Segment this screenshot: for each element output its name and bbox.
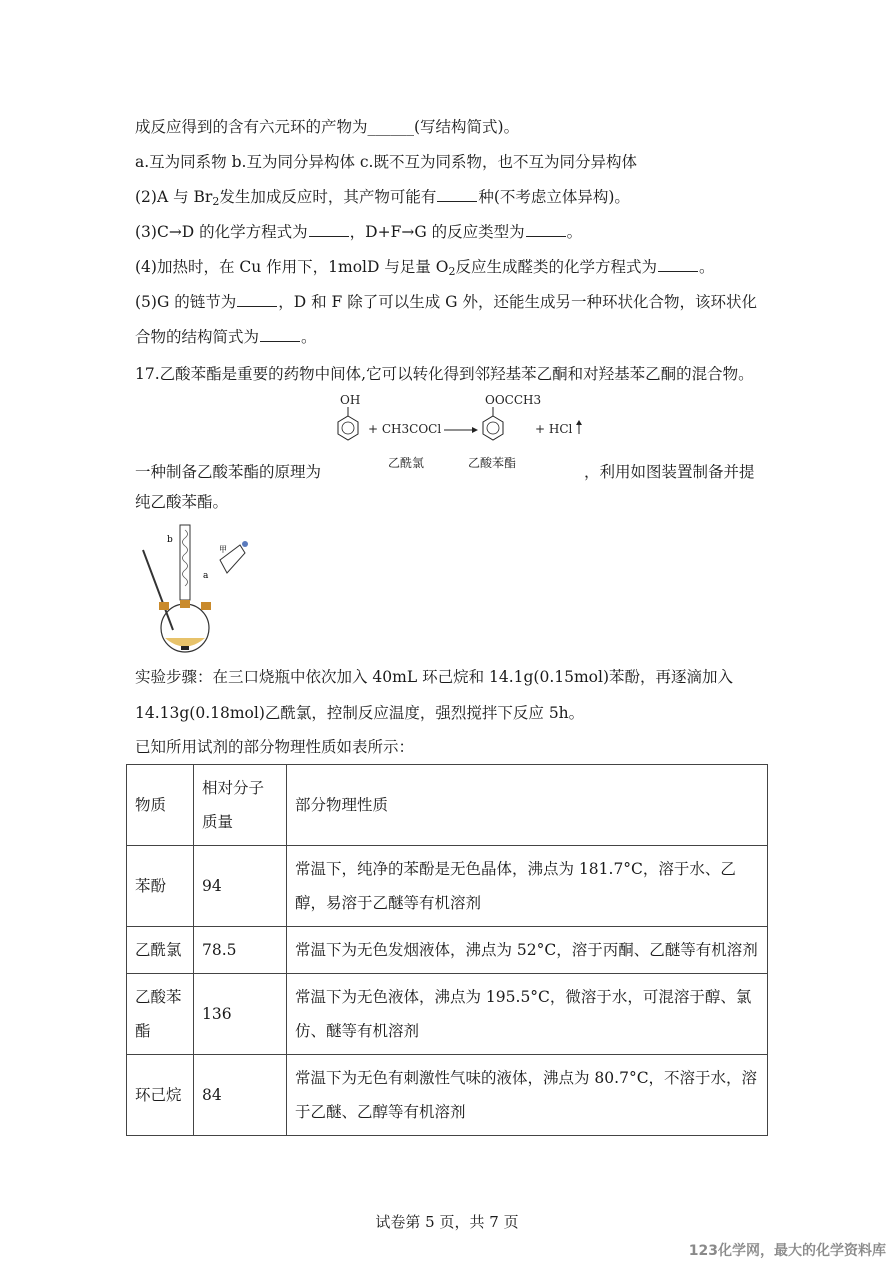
properties-table — [126, 764, 768, 1136]
header-cell: 相对分子质量 — [194, 765, 287, 846]
text-segment: 。 — [301, 328, 317, 346]
phenol-structure — [338, 393, 360, 440]
arrow-head — [472, 427, 478, 433]
table-cell: 常温下，纯净的苯酚是无色晶体，沸点为 181.7°C，溶于水、乙醇，易溶于乙醚等有机溶剂 — [287, 846, 768, 927]
thermometer — [143, 550, 173, 630]
table-row — [127, 846, 768, 927]
table-cell: 环己烷 — [127, 1055, 194, 1136]
table-header-row — [127, 765, 768, 846]
reaction-scheme — [330, 392, 590, 472]
header-cell: 部分物理性质 — [287, 765, 768, 846]
answer-blank — [260, 327, 300, 342]
principle-line: 一种制备乙酸苯酯的原理为 — [135, 463, 322, 481]
gas-arrow-head — [576, 420, 582, 425]
text-segment: (4)加热时，在 Cu 作用下，1molD 与足量 O — [135, 258, 449, 276]
question-17-line: 17.乙酸苯酯是重要的药物中间体,它可以转化得到邻羟基苯乙酮和对羟基苯乙酮的混合物。 — [135, 365, 754, 383]
table-cell: 84 — [194, 1055, 287, 1136]
phenyl-acetate-structure — [483, 393, 541, 440]
table-cell: 乙酰氯 — [127, 927, 194, 974]
table-cell: 苯酚 — [127, 846, 194, 927]
table-intro-line: 已知所用试剂的部分物理性质如表所示： — [135, 738, 415, 756]
text-segment: 发生加成反应时，其产物可能有 — [219, 188, 437, 206]
answer-blank — [237, 292, 277, 307]
oh-label: OH — [340, 393, 361, 407]
principle-line-end: ，利用如图装置制备并提 — [584, 463, 755, 481]
byproduct-label: + HCl — [535, 422, 573, 436]
label-b: b — [167, 535, 173, 545]
table-cell: 乙酸苯酯 — [127, 974, 194, 1055]
text-segment: ，D+F→G 的反应类型为 — [349, 223, 525, 241]
table-row — [127, 974, 768, 1055]
table-row — [127, 927, 768, 974]
table-cell: 94 — [194, 846, 287, 927]
answer-blank — [526, 222, 566, 237]
product-name: 乙酸苯酯 — [468, 456, 517, 470]
reagent-name: 乙酰氯 — [388, 456, 425, 470]
subscript: 2 — [448, 265, 456, 278]
text-segment: (5)G 的链节为 — [135, 293, 237, 311]
answer-blank — [309, 222, 349, 237]
label-jia: 甲 — [219, 545, 227, 554]
question-3-line — [135, 222, 582, 242]
text-segment: 反应生成醛类的化学方程式为 — [455, 258, 658, 276]
funnel-stopper — [242, 541, 248, 547]
label-a: a — [203, 571, 209, 581]
text-segment: (2)A 与 Br — [135, 188, 213, 206]
text-segment: 。 — [566, 223, 583, 241]
text-segment: 合物的结构简式为 — [135, 328, 260, 346]
principle-cont-line: 纯乙酸苯酯。 — [135, 493, 229, 511]
table-row — [127, 1055, 768, 1136]
question-4-line — [135, 257, 715, 282]
product-group-label: OOCCH3 — [485, 393, 542, 407]
text-segment: ，D 和 F 除了可以生成 G 外，还能生成另一种环状化合物，该环状化 — [278, 293, 757, 311]
question-text-line: 成反应得到的含有六元环的产物为______(写结构简式)。 — [135, 118, 520, 136]
subscript: 2 — [212, 195, 220, 208]
answer-blank — [658, 257, 698, 272]
table-cell: 常温下为无色发烟液体，沸点为 52°C，溶于丙酮、乙醚等有机溶剂 — [287, 927, 768, 974]
header-cell: 物质 — [127, 765, 194, 846]
table-cell: 常温下为无色液体，沸点为 195.5°C，微溶于水，可混溶于醇、氯仿、醚等有机溶剂 — [287, 974, 768, 1055]
question-5-cont-line — [135, 327, 317, 347]
question-5-line — [135, 292, 757, 312]
page-footer: 试卷第 5 页，共 7 页 — [375, 1213, 519, 1231]
text-segment: 。 — [699, 258, 715, 276]
stir-bar — [181, 646, 189, 650]
watermark: 123化学网，最大的化学资料库 — [688, 1243, 886, 1259]
table-cell: 136 — [194, 974, 287, 1055]
answer-blank — [437, 187, 477, 202]
question-2-line — [135, 187, 630, 212]
reagent-label: + CH3COCl — [368, 422, 442, 436]
table-cell: 常温下为无色有刺激性气味的液体，沸点为 80.7°C，不溶于水，溶于乙醚、乙醇等有机溶剂 — [287, 1055, 768, 1136]
procedure-cont-line: 14.13g(0.18mol)乙酰氯，控制反应温度，强烈搅拌下反应 5h。 — [135, 704, 585, 722]
question-options-line: a.互为同系物 b.互为同分异构体 c.既不互为同系物，也不互为同分异构体 — [135, 153, 637, 171]
text-segment: (3)C→D 的化学方程式为 — [135, 223, 308, 241]
table-cell: 78.5 — [194, 927, 287, 974]
apparatus-diagram — [135, 520, 255, 655]
flask-liquid — [165, 638, 205, 647]
text-segment: 种(不考虑立体异构)。 — [478, 188, 630, 206]
procedure-line: 实验步骤：在三口烧瓶中依次加入 40mL 环己烷和 14.1g(0.15mol)苯酚，再逐滴加入 — [135, 668, 734, 686]
